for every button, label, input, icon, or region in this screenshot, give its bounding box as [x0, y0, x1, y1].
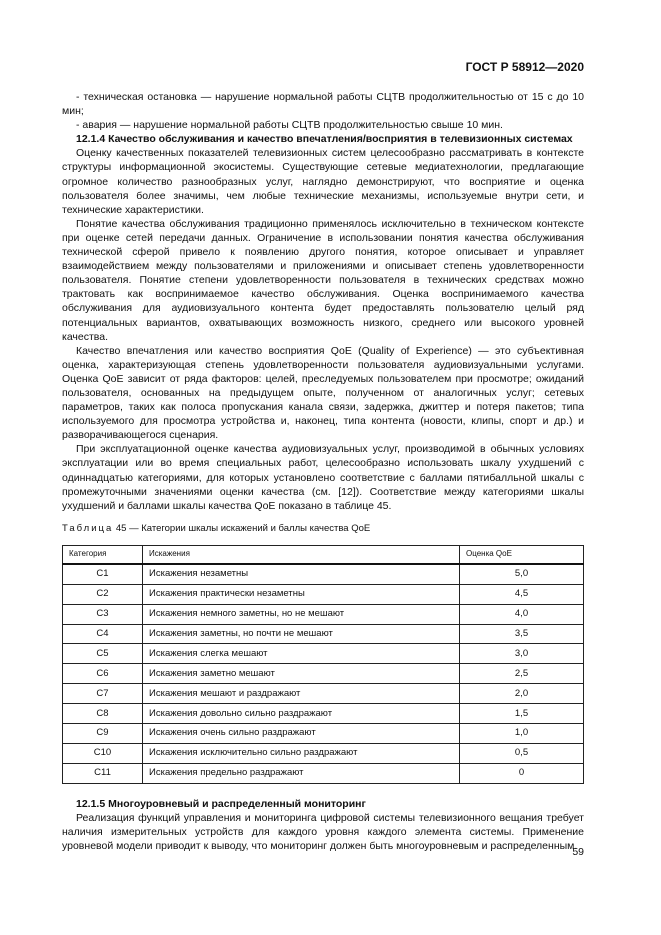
- category-cell: С3: [63, 604, 143, 624]
- table-row: [63, 624, 584, 644]
- table-row: [63, 763, 584, 783]
- category-cell: С5: [63, 644, 143, 664]
- distortion-cell: Искажения очень сильно раздражают: [143, 724, 460, 744]
- page-body: [62, 90, 584, 853]
- column-header-score: Оценка QoE: [460, 545, 584, 564]
- category-cell: С4: [63, 624, 143, 644]
- table-row: [63, 644, 584, 664]
- score-cell: 3,5: [460, 624, 584, 644]
- score-cell: 5,0: [460, 564, 584, 584]
- score-cell: 2,0: [460, 684, 584, 704]
- table-row: [63, 743, 584, 763]
- distortion-cell: Искажения незаметны: [143, 564, 460, 584]
- distortion-cell: Искажения слегка мешают: [143, 644, 460, 664]
- table-caption-prefix: Таблица: [62, 522, 114, 534]
- table-row: [63, 584, 584, 604]
- distortion-cell: Искажения исключительно сильно раздражают: [143, 743, 460, 763]
- category-cell: С7: [63, 684, 143, 704]
- body-paragraph: При эксплуатационной оценке качества аудиовизуальных услуг, производимой в обычных условиях эксплуатации или во время специальных работ, целесообразно использовать шкалу ухудшений с одиннадцатью категориями, для которых установлено соответствие с баллами пятибалльной шкалы с промежуточными значениями оценки качества (см. [12]). Соответствие между категориями шкалы ухудшений и баллами шкалы качества QoE показано в таблице 45.: [62, 443, 584, 512]
- qoe-table: [62, 545, 584, 784]
- score-cell: 0,5: [460, 743, 584, 763]
- score-cell: 4,0: [460, 604, 584, 624]
- score-cell: 1,0: [460, 724, 584, 744]
- category-cell: С1: [63, 564, 143, 584]
- table-row: [63, 604, 584, 624]
- distortion-cell: Искажения заметны, но почти не мешают: [143, 624, 460, 644]
- table-header-row: [63, 545, 584, 564]
- score-cell: 4,5: [460, 584, 584, 604]
- table-row: [63, 564, 584, 584]
- score-cell: 0: [460, 763, 584, 783]
- body-paragraph: Качество впечатления или качество восприятия QoE (Quality of Experience) — это субъективная оценка, характеризующая степень удовлетворенности пользователя аудиовизуальными услугами. Оценка QoE зависит от ряда факторов: целей, преследуемых пользователем при просмотре; ожиданий пользователя, основанных на предыдущем опыте, полученном от аналогичных услуг; сетевых параметров, таких как полоса пропускания канала связи, задержка, джиттер и потеря пакетов; типа используемого для просмотра устройства и, наконец, типа контента (новости, клипы, спорт и др.) и разворачивающегося сценария.: [62, 344, 584, 442]
- distortion-cell: Искажения заметно мешают: [143, 664, 460, 684]
- table-row: [63, 684, 584, 704]
- score-cell: 1,5: [460, 704, 584, 724]
- distortion-cell: Искажения предельно раздражают: [143, 763, 460, 783]
- table-row: [63, 724, 584, 744]
- category-cell: С9: [63, 724, 143, 744]
- section-heading: 12.1.5 Многоуровневый и распределенный мониторинг: [76, 797, 366, 810]
- category-cell: С6: [63, 664, 143, 684]
- distortion-cell: Искажения практически незаметны: [143, 584, 460, 604]
- category-cell: С8: [63, 704, 143, 724]
- page-number: 59: [572, 846, 584, 858]
- table-body: [63, 564, 584, 783]
- body-paragraph: Понятие качества обслуживания традиционно применялось исключительно в техническом контексте при оценке сетей передачи данных. Ограничение в использовании понятия качества обслуживания технической сферой привело к появлению другого понятия, которое описывает и управляет взаимодействием между пользователями и приложениями и описывает степень удовлетворенности пользователя. Понятие степени удовлетворенности пользователя в технических средствах можно трактовать как воспринимаемое качество обслуживания. Оценка воспринимаемого качества обслуживания для аудиовизуального контента будет предоставлять пользователю целый ряд потенциальных вариантов, охватывающих возможность низкого, среднего или высокого уровней качества.: [62, 217, 584, 343]
- category-cell: С10: [63, 743, 143, 763]
- list-item: - авария — нарушение нормальной работы СЦТВ продолжительностью свыше 10 мин.: [76, 119, 503, 132]
- document-header: ГОСТ Р 58912—2020: [465, 60, 584, 74]
- score-cell: 3,0: [460, 644, 584, 664]
- category-cell: С2: [63, 584, 143, 604]
- category-cell: С11: [63, 763, 143, 783]
- table-caption: [62, 522, 584, 536]
- distortion-cell: Искажения довольно сильно раздражают: [143, 704, 460, 724]
- body-paragraph: Оценку качественных показателей телевизионных систем целесообразно рассматривать в контексте структуры информационной экосистемы. Существующие сетевые медиатехнологии, предлагающие огромное количество разнообразных услуг, наглядно демонстрируют, что восприятие и оценка пользователя более значимы, чем любые технические механизмы, используемые внутри сети, и технические характеристики.: [62, 147, 584, 216]
- list-item: - техническая остановка — нарушение нормальной работы СЦТВ продолжительностью от 15 с до 10 мин;: [62, 91, 584, 118]
- column-header-category: Категория: [63, 545, 143, 564]
- distortion-cell: Искажения мешают и раздражают: [143, 684, 460, 704]
- distortion-cell: Искажения немного заметны, но не мешают: [143, 604, 460, 624]
- body-paragraph: Реализация функций управления и мониторинга цифровой системы телевизионного вещания требует наличия измерительных устройств для каждого уровня каждого элемента системы. Применение уровневой модели приводит к выводу, что мониторинг должен быть многоуровневым и распределенным.: [62, 811, 584, 852]
- table-row: [63, 664, 584, 684]
- section-heading: 12.1.4 Качество обслуживания и качество впечатления/восприятия в телевизионных системах: [76, 133, 573, 146]
- column-header-distortion: Искажения: [143, 545, 460, 564]
- table-row: [63, 704, 584, 724]
- score-cell: 2,5: [460, 664, 584, 684]
- table-caption-text: 45 — Категории шкалы искажений и баллы качества QoE: [113, 522, 371, 534]
